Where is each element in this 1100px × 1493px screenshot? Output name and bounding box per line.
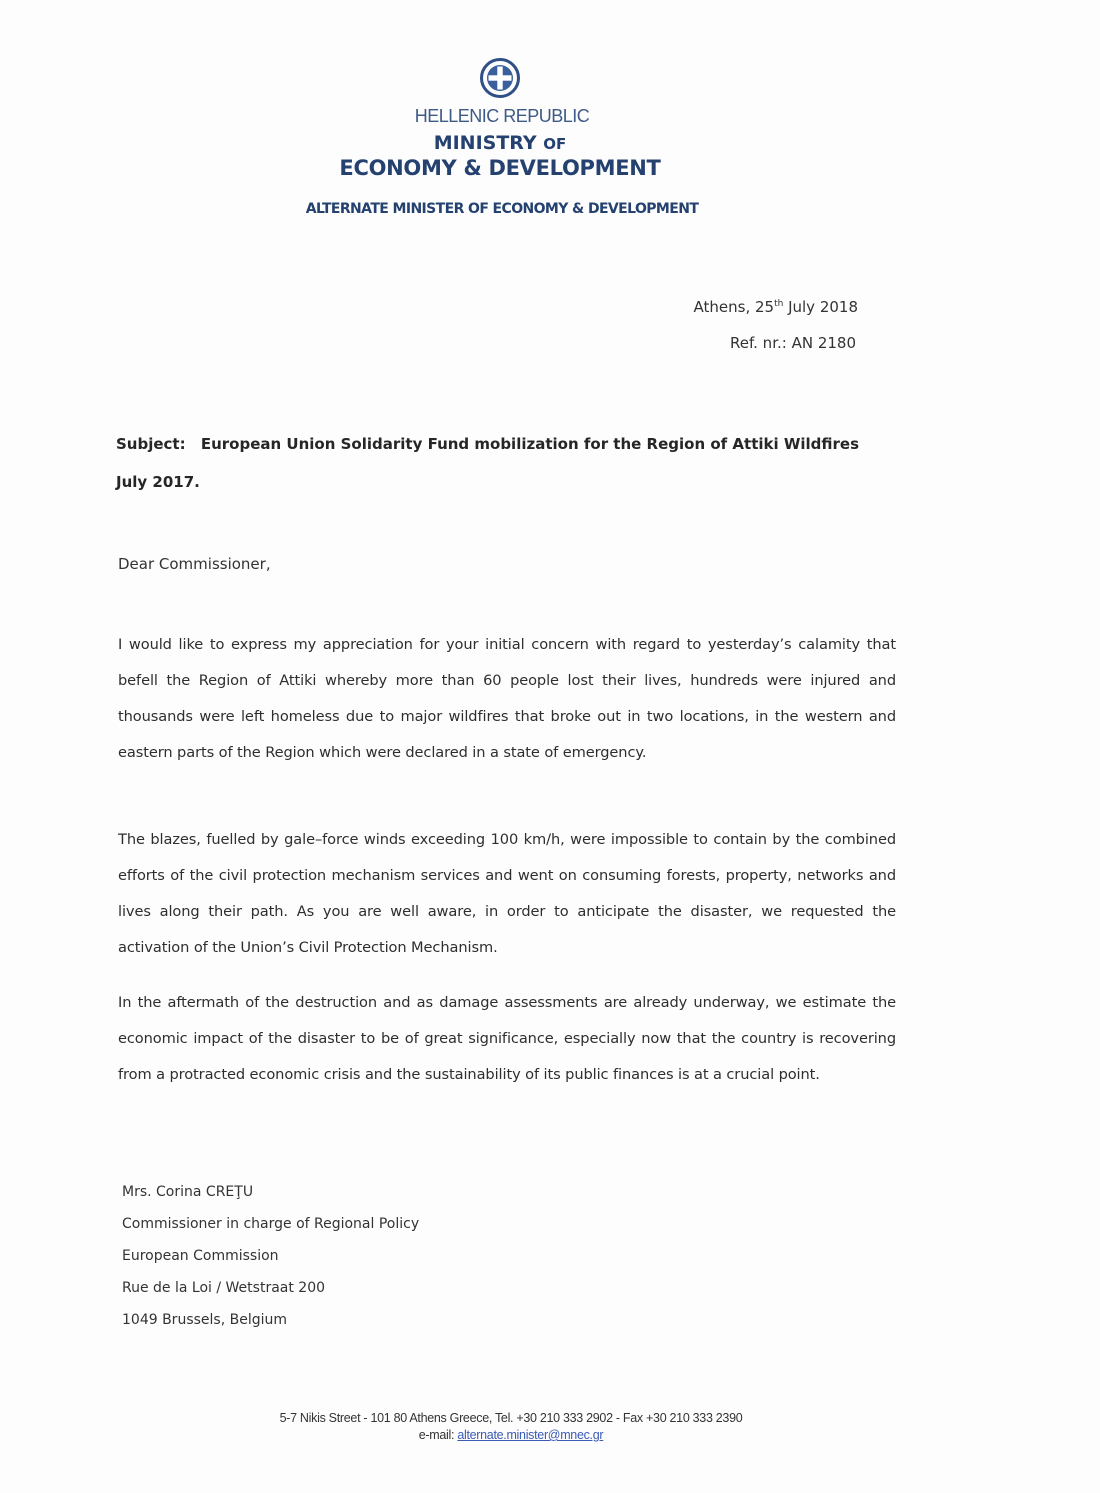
- recipient-organization: European Commission: [122, 1248, 279, 1264]
- body-paragraph: I would like to express my appreciation for your initial concern with regard to yesterday’s calamity that befell the Region of Attiki whereby more than 60 people lost their lives, hundreds were injured and thousands were left homeless due to major wildfires that broke out in two locations, in the western and eastern parts of the Region which were declared in a state of emergency.: [118, 636, 896, 761]
- recipient-name: Mrs. Corina CREŢU: [122, 1184, 254, 1200]
- letterhead-republic: HELLENIC REPUBLIC: [414, 106, 590, 126]
- body-paragraph: The blazes, fuelled by gale–force winds exceeding 100 km/h, were impossible to contain by the combined efforts of the civil protection mechanism services and went on consuming forests, property, networks and lives along their path. As you are well aware, in order to anticipate the disaster, we requested the activation of the Union’s Civil Protection Mechanism.: [118, 831, 896, 956]
- recipient-street: Rue de la Loi / Wetstraat 200: [122, 1280, 326, 1296]
- letterhead-ministry-prefix: MINISTRY: [433, 132, 537, 154]
- recipient-title: Commissioner in charge of Regional Policy: [122, 1216, 420, 1232]
- body-paragraph: In the aftermath of the destruction and as damage assessments are already underway, we estimate the economic impact of the disaster to be of great significance, especially now that the country is recovering from a protracted economic crisis and the sustainability of its public finances is at a crucial point.: [118, 994, 896, 1083]
- footer-address: 5-7 Nikis Street - 101 80 Athens Greece, Tel. +30 210 333 2902 - Fax +30 210 333 2390: [279, 1411, 743, 1425]
- date-prefix: Athens, 25: [693, 298, 775, 316]
- reference-number: Ref. nr.: AN 2180: [729, 334, 856, 352]
- footer-email-label: e-mail:: [418, 1428, 458, 1442]
- footer-email-line: [0, 1427, 1022, 1444]
- letterhead-office: ALTERNATE MINISTER OF ECONOMY & DEVELOPMENT: [305, 201, 699, 217]
- letter-date: [694, 298, 858, 316]
- date-ordinal-suffix: th: [774, 299, 784, 309]
- recipient-city: 1049 Brussels, Belgium: [122, 1312, 287, 1328]
- date-month-year: July 2018: [783, 298, 858, 316]
- letter-subject: [116, 425, 876, 501]
- letterhead-ministry-name: ECONOMY & DEVELOPMENT: [339, 156, 661, 180]
- letterhead-ministry: [0, 132, 1000, 154]
- recipient-address-block: [122, 1176, 419, 1336]
- letterhead-ministry-of: OF: [543, 135, 567, 153]
- greek-coat-of-arms-icon: [480, 58, 520, 98]
- subject-text: European Union Solidarity Fund mobilization for the Region of Attiki Wildfires July 2017.: [116, 435, 860, 491]
- footer-email-link[interactable]: alternate.minister@mnec.gr: [457, 1428, 604, 1442]
- letter-footer: [0, 1410, 1022, 1444]
- salutation: Dear Commissioner,: [118, 555, 271, 573]
- subject-label: Subject:: [116, 435, 186, 453]
